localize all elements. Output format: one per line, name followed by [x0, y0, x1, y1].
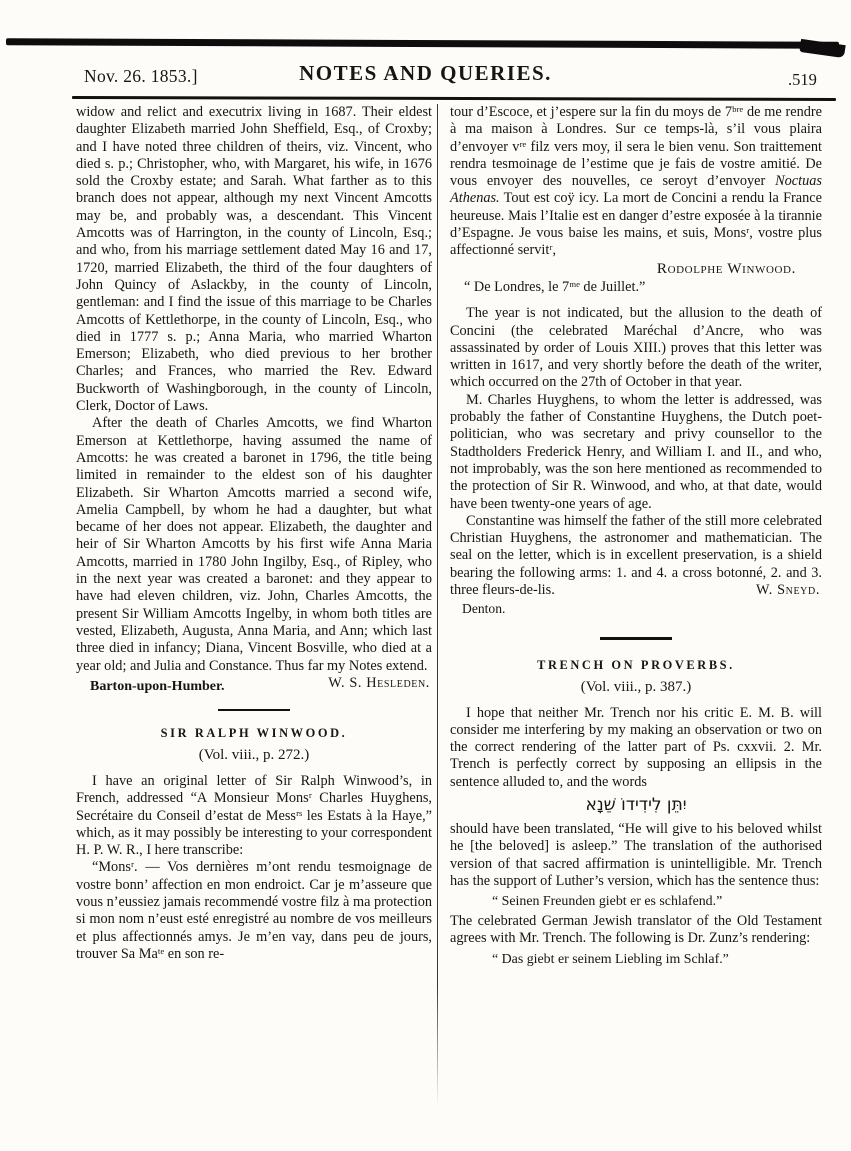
section-divider — [600, 637, 672, 639]
signature-winwood: Rodolphe Winwood. — [656, 259, 796, 277]
winwood-commentary-3-text: Constantine was himself the father of the still more celebrated Christian Huyghens, the astronomer and mathematician. The seal on the letter, which is in excellent preservation, is a shield bearing the following arms: 1. and 4. a cross botonné, 2. and 3. three fleurs-de-lis. — [450, 512, 822, 599]
trench-paragraph-1: I hope that neither Mr. Trench nor his critic E. M. B. will consider me interfering by my making an observation or two on the correct rendering of the latter part of Ps. cxxvii. 2. Mr. Trench is perfectly correct by supposing an ellipsis in the sentence alluded to, and the words — [450, 704, 822, 790]
luther-quote: “ Seinen Freunden giebt er es schlafend.” — [492, 894, 723, 910]
section-divider — [218, 709, 290, 711]
amcotts-paragraph-2-text: After the death of Charles Amcotts, we find Wharton Emerson at Kettlethorpe, having assumed the name of Amcotts: he was created a baronet in 1796, the title being limited in remainder to the eldest son of his daughter Elizabeth. Sir Wharton Amcotts married a second wife, Amelia Campbell, by whom he had a daughter, but what became of her does not appear. Elizabeth, the daughter and heir of Sir Wharton Amcotts by his first wife Anna Maria Amcotts, married in 1780 John Ingilby, Esq., of Ripley, who in the next year was created a baronet: and they appear to have had eleven children, viz. John, Charles Amcotts, the present Sir William Amcotts Ingelby, in whom both titles are vested, Elizabeth, Augusta, Anna Maria, and Ann; which last three died in infancy; Diana, Vincent Bosville, who died at a year old; and Julia and Constance. Thus far my Notes extend. — [76, 415, 432, 674]
letter-text-b: Tout est coÿ icy. La mort de Concini a rendu la France heureuse. Mais l’Italie est en danger d’estre exposée à la tirannie d’Espagne. Je vous baise les mains, et suis, Monsʳ, vostre plus affectionné servitʳ, — [450, 190, 822, 259]
signature-sneyd: W. Sneyd. — [755, 582, 820, 599]
publication-title: NOTES AND QUERIES. — [299, 61, 552, 85]
location-denton: Denton. — [462, 601, 506, 617]
page-number: .519 — [788, 70, 817, 89]
left-column — [76, 104, 432, 971]
winwood-commentary-2: M. Charles Huyghens, to whom the letter is addressed, was probably the father of Constantine Huyghens, the Dutch poet-politician, who was secretary and privy counsellor to the Stadtholders Frederick Henry, and William I. and II., and who, not improbably, was the son here mentioned as recommended to the protection of Sir R. Winwood, and who, at that date, would have been twenty-one years of age. — [450, 391, 822, 512]
winwood-paragraph-1: I have an original letter of Sir Ralph Winwood’s, in French, addressed “A Monsieur Monsʳ Charles Huyghens, Secrétaire du Conseil d’estat de Messʳˢ les Estats à la Haye,” which, as it may possibly be interesting to your correspondent H. P. W. R., I here transcribe: — [76, 772, 432, 859]
zunz-quote: “ Das giebt er seinem Liebling im Schlaf.” — [492, 951, 729, 967]
two-column-text — [76, 104, 822, 971]
letter-text-a: tour d’Escoce, et j’espere sur la fin du moys de 7ᵇʳᵉ de me rendre à ma maison à Londres. Sur ce temps-là, s’il vous plaira d’envoyer vʳᵉ filz vers moy, il sera le bien venu. Son traittement rendra tesmoinage de l’estime que je fais de vostre amitié. De vous envoyer des nouvelles, ce seroyt d’envoyer — [450, 104, 822, 190]
winwood-commentary-3 — [450, 513, 822, 599]
section-heading-trench: TRENCH ON PROVERBS. — [537, 657, 735, 672]
volume-reference-trench: (Vol. viii., p. 387.) — [580, 678, 692, 695]
volume-reference-winwood: (Vol. viii., p. 272.) — [198, 746, 310, 763]
hebrew-phrase: יִתֵּן לִידִידוֹ שֵׁנָא — [585, 794, 687, 815]
amcotts-paragraph-1: widow and relict and executrix living in 1687. Their eldest daughter Elizabeth married John Sheffield, Esq., of Croxby; and I have noted three children of theirs, viz. Vincent, who died s. p.; Christopher, who, with Margaret, his wife, in 1676 sold the Croxby estate; and Sarah. What farther as to this branch does not appear, although my next Vincent Amcotts may be, and probably was, a descendant. This Vincent Amcotts was of Harrington, in the county of Lincoln, Esq.; and who, from his marriage settlement dated May 16 and 17, 1720, married Elizabeth, the third of the four daughters of John Quincy of Aslackby, in the county of Lincoln, gentleman: and I find the issue of this marriage to be Charles Amcotts of Kettlethorpe, in the county of Lincoln, Esq., who died in 1777 s. p.; Anna Maria, who married Wharton Emerson; Elizabeth, who died previous to her brother Charles; and Frances, who married the Rev. Edward Buckworth of Washingborough, in the county of Lincoln, Clerk, Doctor of Laws. — [76, 104, 432, 415]
letter-latin-phrase: Noctuas Athenas. — [450, 173, 822, 207]
scan-edge-artifact — [6, 38, 839, 49]
letter-dateline: “ De Londres, le 7ᵐᵉ de Juillet.” — [464, 278, 646, 295]
location-barton: Barton-upon-Humber. — [90, 678, 225, 694]
issue-date: Nov. 26. 1853.] — [84, 66, 198, 86]
page-header — [0, 58, 851, 98]
trench-paragraph-3: The celebrated German Jewish translator of the Old Testament agrees with Mr. Trench. The following is Dr. Zunz’s rendering: — [450, 913, 822, 947]
signature-hesleden: W. S. Hesleden. — [328, 674, 430, 691]
winwood-letter-continuation — [450, 104, 822, 260]
winwood-commentary-1: The year is not indicated, but the allusion to the death of Concini (the celebrated Maréchal d’Ancre, who was assassinated by order of Louis XIII.) proves that this letter was written in 1617, and very shortly before the death of the writer, which occurred on the 27th of October in that year. — [450, 305, 822, 391]
trench-paragraph-2: should have been translated, “He will give to his beloved whilst he [the beloved] is asleep.” The translation of the authorised version of that sacred affirmation is unintelligible. Mr. Trench has the support of Luther’s version, which has the sentence thus: — [450, 820, 822, 889]
winwood-letter-paragraph: “Monsʳ. — Vos dernières m’ont rendu tesmoignage de vostre bonn’ affection en mon endroict. Car je m’asseure que vous n’eussiez jamais recommendé vostre filz à ma protection si mon nom n’eust esté enregistré au nombre de vos meilleurs et plus affectionnés amys. Je m’en vay, dans peu de jours, trouver Sa Maᵗᵉ en son re- — [76, 859, 432, 962]
section-heading-winwood: SIR RALPH WINWOOD. — [160, 725, 348, 740]
right-column — [450, 104, 822, 971]
